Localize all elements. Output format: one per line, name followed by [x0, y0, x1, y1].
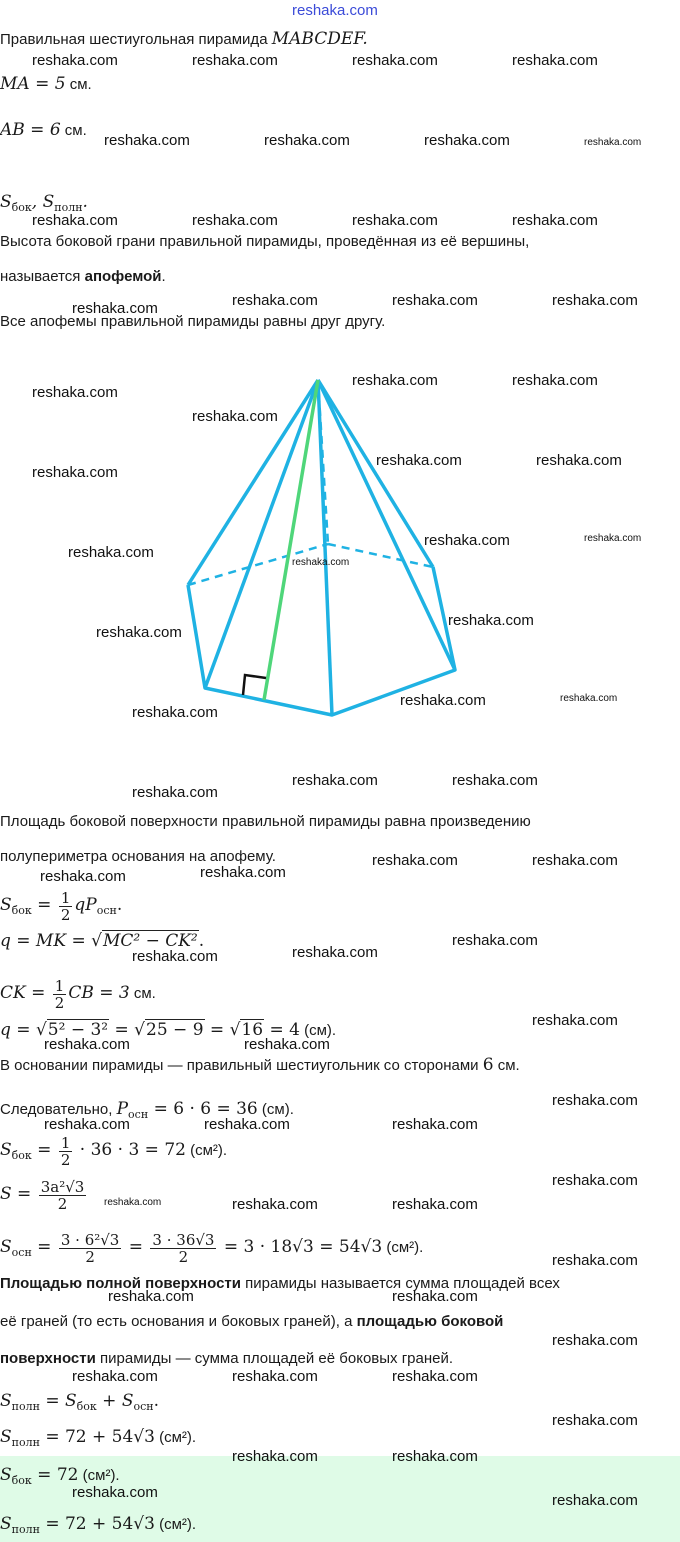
math-s: S [0, 1465, 12, 1485]
text: . [82, 192, 88, 212]
watermark: reshaka.com [424, 532, 510, 549]
watermark: reshaka.com [292, 944, 378, 961]
total-area-definition-2 [0, 1313, 503, 1331]
watermark: reshaka.com [552, 1332, 638, 1349]
math-s: , S [31, 192, 55, 212]
subscript: осн [128, 1108, 149, 1121]
watermark: reshaka.com [232, 292, 318, 309]
watermark: reshaka.com [448, 612, 534, 629]
watermark: reshaka.com [192, 212, 278, 229]
watermark: reshaka.com [372, 852, 458, 869]
numerator: 1 [60, 888, 71, 907]
watermark: reshaka.com [552, 1412, 638, 1429]
subscript: бок [76, 1400, 97, 1413]
fraction-hexagon [39, 1179, 87, 1212]
visible-edges [188, 380, 455, 715]
math-s: S [0, 1427, 12, 1447]
math-s: = S [39, 1391, 77, 1411]
result: = 3 · 18√3 = 54√3 [218, 1237, 383, 1257]
watermark: reshaka.com [392, 1196, 478, 1213]
equals: = [123, 1237, 149, 1257]
unit: см. [493, 1057, 520, 1074]
text: пирамиды называется сумма площадей всех [241, 1275, 560, 1292]
watermark: reshaka.com [552, 1092, 638, 1109]
formula-hexagon-area [0, 1175, 88, 1214]
subscript: полн [11, 1523, 40, 1536]
math-s: + S [96, 1391, 134, 1411]
denominator: 2 [60, 905, 71, 924]
equals: = [109, 1020, 135, 1040]
fraction-1 [59, 1232, 122, 1265]
problem-line-1 [0, 30, 368, 49]
site-brand-link[interactable]: reshaka.com [292, 2, 378, 19]
math-cb: CB = 3 [68, 983, 130, 1003]
watermark: reshaka.com [72, 1484, 158, 1501]
denominator: 2 [85, 1247, 95, 1266]
formula-lateral-value [0, 1133, 227, 1173]
math-side: 6 [482, 1055, 494, 1075]
numerator: 3 · 36√3 [152, 1230, 215, 1249]
sqrt-sign: √ [91, 931, 102, 951]
result: = 4 [264, 1020, 300, 1040]
watermark: reshaka.com [536, 452, 622, 469]
fraction-half [59, 1135, 73, 1168]
sqrt-sign: √ [35, 1020, 47, 1040]
sqrt-sign: √ [229, 1020, 241, 1040]
watermark: reshaka.com [392, 292, 478, 309]
numerator: 3 · 6²√3 [60, 1230, 120, 1249]
math-s: S [0, 1514, 12, 1534]
subscript: осн [11, 1246, 32, 1259]
text: её граней (то есть основания и боковых граней), а [0, 1313, 357, 1330]
lateral-edge-5 [318, 380, 433, 567]
watermark: reshaka.com [392, 1288, 478, 1305]
watermark: reshaka.com [232, 1368, 318, 1385]
apothem-line [264, 380, 318, 700]
text: В основании пирамиды — правильный шестиугольник со сторонами [0, 1057, 483, 1074]
numerator: 1 [60, 1133, 71, 1152]
definition-line-1: Высота боковой грани правильной пирамиды, проведённая из её вершины, [0, 233, 530, 250]
watermark: reshaka.com [104, 132, 190, 149]
watermark: reshaka.com [132, 704, 218, 721]
watermark: reshaka.com [552, 292, 638, 309]
subscript: бок [11, 904, 32, 917]
unit: (см). [299, 1022, 337, 1039]
watermark: reshaka.com [132, 784, 218, 801]
math-s: S [0, 895, 12, 915]
watermark: reshaka.com [352, 212, 438, 229]
watermark: reshaka.com [232, 1448, 318, 1465]
lateral-edge-3 [318, 380, 332, 715]
watermark: reshaka.com [204, 1116, 290, 1133]
watermark: reshaka.com [32, 384, 118, 401]
base-description [0, 1056, 520, 1075]
watermark: reshaka.com [552, 1252, 638, 1269]
watermark: reshaka.com [72, 300, 158, 317]
subscript: осн [133, 1400, 154, 1413]
term-lateral-area-cont: поверхности [0, 1350, 96, 1367]
formula-base-area [0, 1227, 423, 1273]
radicand: 16 [241, 1020, 264, 1040]
formula-lateral-area [0, 888, 122, 928]
total-area-definition-3 [0, 1350, 453, 1368]
unit: (см²). [78, 1467, 120, 1484]
math-q: q = [0, 1020, 36, 1040]
formula-total-value [0, 1428, 196, 1452]
watermark: reshaka.com [532, 1012, 618, 1029]
term-apothem: апофемой [84, 268, 162, 285]
subscript: полн [11, 1436, 40, 1449]
watermark: reshaka.com [44, 1116, 130, 1133]
fraction-half [53, 978, 67, 1011]
math-ab: AB = 6 [0, 120, 61, 140]
math-s: S [0, 1391, 12, 1411]
watermark: reshaka.com [96, 624, 182, 641]
watermark: reshaka.com [392, 1368, 478, 1385]
math-ma: MA = 5 [0, 74, 66, 94]
definition-line-2 [0, 268, 166, 286]
text: . [153, 1391, 159, 1411]
watermark: reshaka.com [424, 132, 510, 149]
watermark: reshaka.com [512, 52, 598, 69]
math-s: S [0, 192, 12, 212]
numerator: 1 [54, 976, 65, 995]
result: = 72 + 54√3 [39, 1514, 155, 1534]
problem-line-2 [0, 75, 92, 94]
lateral-area-rule-2: полупериметра основания на апофему. [0, 848, 276, 865]
formula-ck [0, 976, 156, 1011]
denominator: 2 [57, 1194, 68, 1213]
watermark: reshaka.com [32, 464, 118, 481]
watermark: reshaka.com [192, 52, 278, 69]
watermark: reshaka.com [32, 212, 118, 229]
unit: (см²). [185, 1142, 228, 1159]
result: = 72 [31, 1465, 79, 1485]
denominator: 2 [178, 1247, 189, 1266]
watermark: reshaka.com [352, 52, 438, 69]
unit: (см). [257, 1101, 294, 1118]
watermark: reshaka.com [244, 1036, 330, 1053]
unit: (см²). [382, 1239, 424, 1256]
subscript: бок [11, 201, 32, 214]
watermark: reshaka.com [392, 1116, 478, 1133]
math-ck: CK = [0, 983, 51, 1003]
subscript: осн [96, 904, 117, 917]
watermark: reshaka.com [584, 533, 642, 544]
radicand: 25 − 9 [146, 1020, 204, 1040]
text: . [161, 268, 166, 285]
term-lateral-area: площадью боковой [356, 1313, 504, 1330]
term-total-area: Площадью полной поверхности [0, 1275, 241, 1292]
result: = 72 + 54√3 [39, 1427, 155, 1447]
watermark: reshaka.com [452, 932, 538, 949]
watermark: reshaka.com [68, 544, 154, 561]
text: . [198, 931, 205, 951]
math-pyramid-name: MABCDEF [271, 29, 363, 49]
radicand: 5² − 3² [47, 1020, 109, 1040]
math-p: P [116, 1099, 129, 1119]
watermark: reshaka.com [532, 852, 618, 869]
subscript: полн [11, 1400, 40, 1413]
sqrt-sign: √ [134, 1020, 146, 1040]
lateral-edge-4 [318, 380, 455, 670]
equals: = [31, 1237, 57, 1257]
watermark: reshaka.com [512, 212, 598, 229]
watermark: reshaka.com [40, 868, 126, 885]
formula-total-area [0, 1392, 159, 1416]
watermark: reshaka.com [232, 1196, 318, 1213]
unit: (см²). [154, 1429, 197, 1446]
watermark: reshaka.com [44, 1036, 130, 1053]
math-qp: qP [74, 895, 97, 915]
unit: см. [129, 985, 156, 1002]
equals: = [204, 1020, 230, 1040]
text: Следовательно, [0, 1101, 117, 1118]
watermark: reshaka.com [72, 1368, 158, 1385]
watermark: reshaka.com [292, 772, 378, 789]
watermark: reshaka.com [352, 372, 438, 389]
text: . [116, 895, 123, 915]
subscript: бок [11, 1474, 32, 1487]
watermark: reshaka.com [512, 372, 598, 389]
math-s: S = [0, 1184, 37, 1204]
watermark: reshaka.com [584, 137, 642, 148]
watermark: reshaka.com [132, 948, 218, 965]
right-angle-mark [243, 675, 266, 695]
watermark: reshaka.com [376, 452, 462, 469]
subscript: полн [54, 201, 83, 214]
watermark: reshaka.com [400, 692, 486, 709]
unit: см. [60, 122, 87, 139]
problem-line-3 [0, 121, 87, 140]
radicand: MC² − CK² [102, 931, 198, 951]
watermark: reshaka.com [552, 1172, 638, 1189]
watermark: reshaka.com [292, 557, 350, 568]
equals: = [31, 1140, 57, 1160]
text: пирамиды — сумма площадей её боковых граней. [95, 1350, 454, 1367]
math-q-mk: q = MK = [0, 931, 92, 951]
denominator: 2 [54, 993, 65, 1012]
watermark: reshaka.com [104, 1197, 162, 1208]
watermark: reshaka.com [552, 1492, 638, 1509]
watermark: reshaka.com [452, 772, 538, 789]
text: Правильная шестиугольная пирамида [0, 31, 272, 48]
fraction-half [59, 890, 73, 923]
subscript: бок [11, 1149, 32, 1162]
watermark: reshaka.com [560, 693, 618, 704]
watermark: reshaka.com [32, 52, 118, 69]
math-s: S [0, 1237, 12, 1257]
fraction-2 [150, 1232, 216, 1265]
watermark: reshaka.com [264, 132, 350, 149]
unit: (см²). [154, 1516, 197, 1533]
watermark: reshaka.com [108, 1288, 194, 1305]
text: . [362, 29, 368, 49]
apothems-equal-line: Все апофемы правильной пирамиды равны друг другу. [0, 313, 386, 330]
text: называется [0, 268, 85, 285]
denominator: 2 [60, 1150, 71, 1169]
math-perimeter: = 6 · 6 = 36 [148, 1099, 258, 1119]
watermark: reshaka.com [392, 1448, 478, 1465]
equals: = [31, 895, 57, 915]
math-product: · 36 · 3 = 72 [74, 1140, 186, 1160]
numerator: 3a²√3 [40, 1177, 85, 1196]
math-s: S [0, 1140, 12, 1160]
watermark: reshaka.com [192, 408, 278, 425]
lateral-area-rule-1: Площадь боковой поверхности правильной пирамиды равна произведению [0, 813, 531, 830]
answer-total [0, 1515, 196, 1539]
watermark: reshaka.com [200, 864, 286, 881]
unit: см. [65, 76, 92, 93]
